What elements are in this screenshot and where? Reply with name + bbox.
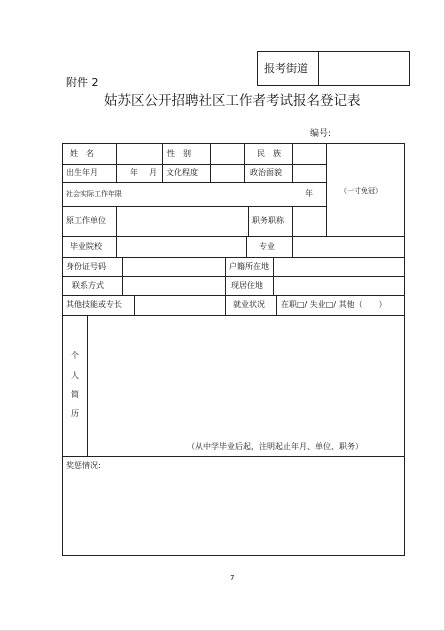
row-line <box>62 276 405 277</box>
col-line <box>326 143 327 236</box>
col-line <box>225 295 226 315</box>
col-line <box>225 257 226 295</box>
col-line <box>122 257 123 295</box>
col-line <box>116 143 117 182</box>
birth-label: 出生年月 <box>66 168 98 177</box>
row-line <box>62 236 405 237</box>
employment-options: 在职□/ 失业□/ 其他（ ） <box>281 300 387 309</box>
col-line <box>162 143 163 182</box>
exam-street-label: 报考街道 <box>264 62 308 75</box>
ethnicity-label: 民 族 <box>257 149 281 158</box>
col-line <box>134 295 135 315</box>
row-line <box>62 206 326 207</box>
resume-label-char: 简 <box>71 390 79 399</box>
id-number-label: 身份证号码 <box>66 262 106 271</box>
row-line <box>62 456 405 457</box>
col-line <box>210 143 211 182</box>
photo-label: （一寸免冠） <box>340 187 382 195</box>
address-label: 现居住地 <box>231 281 263 290</box>
politics-label: 政治面貌 <box>250 168 282 177</box>
gender-label: 性 别 <box>167 149 191 158</box>
skills-label: 其他技能或专长 <box>66 300 122 309</box>
attachment-label: 附件 2 <box>66 76 99 89</box>
education-label: 文化程度 <box>166 168 198 177</box>
community-years-unit: 年 <box>305 189 313 198</box>
resume-label-char: 个 <box>71 351 79 360</box>
major-label: 专业 <box>259 242 275 251</box>
col-line <box>116 236 117 257</box>
hukou-label: 户籍所在地 <box>229 262 269 271</box>
col-line <box>292 143 293 182</box>
community-years-label: 社会实际工作年限 <box>66 190 122 198</box>
resume-note: （从中学毕业后起，注明起止年月、单位、职务） <box>187 442 363 451</box>
awards-label: 奖惩情况: <box>66 461 101 470</box>
col-line <box>292 236 293 257</box>
col-line <box>248 206 249 236</box>
col-line <box>116 206 117 236</box>
page-title: 姑苏区公开招聘社区工作者考试报名登记表 <box>104 93 361 109</box>
job-title-label: 职务职称 <box>252 216 284 225</box>
col-line <box>246 236 247 257</box>
contact-label: 联系方式 <box>72 281 104 290</box>
birth-year-label: 年 <box>130 168 138 177</box>
page-number: 7 <box>230 574 235 582</box>
exam-street-divider <box>318 51 319 86</box>
resume-label-char: 历 <box>71 409 79 418</box>
row-line <box>62 295 405 296</box>
row-line <box>62 182 326 183</box>
prev-employer-label: 原工作单位 <box>66 216 106 225</box>
col-line <box>244 143 245 182</box>
col-line <box>292 206 293 236</box>
employment-label: 就业状况 <box>233 300 265 309</box>
row-line <box>62 315 405 316</box>
resume-label-char: 人 <box>71 371 79 380</box>
row-line <box>62 257 405 258</box>
row-line <box>62 164 326 165</box>
name-label: 姓 名 <box>70 149 94 158</box>
birth-month-label: 月 <box>149 168 157 177</box>
col-line <box>87 315 88 456</box>
school-label: 毕业院校 <box>70 242 102 251</box>
number-label: 编号: <box>310 129 332 139</box>
col-line <box>273 257 274 295</box>
col-line <box>276 295 277 315</box>
registration-form-table <box>62 143 405 556</box>
